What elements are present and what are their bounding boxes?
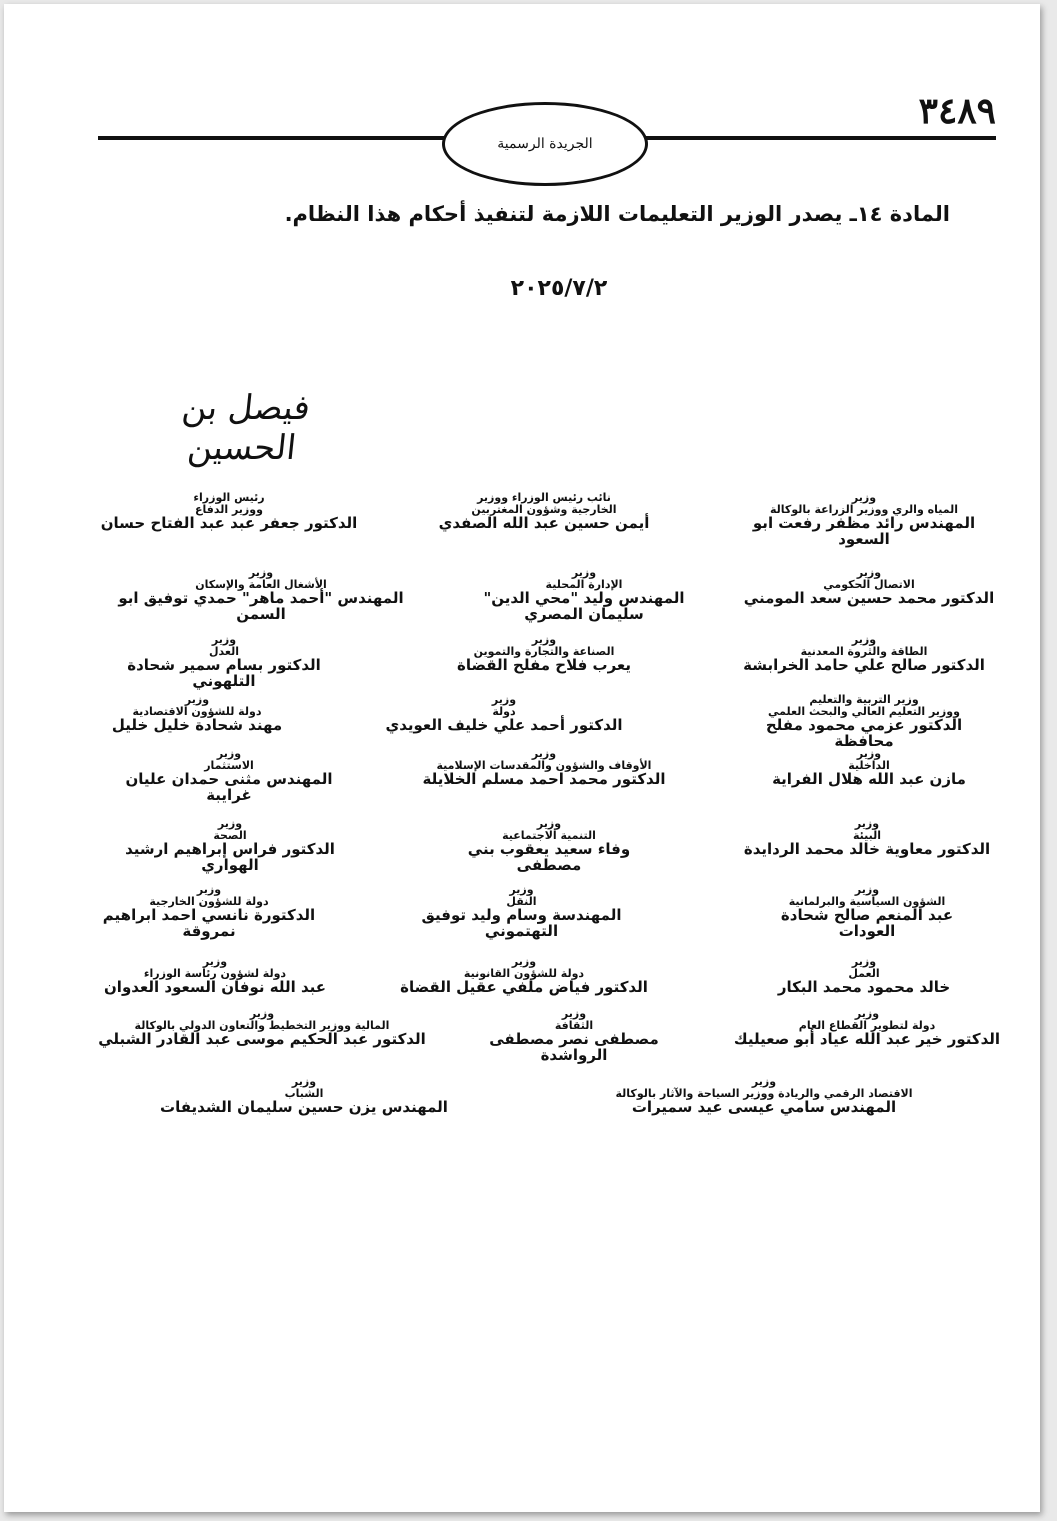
minister-block [734, 694, 994, 750]
minister-block [769, 748, 969, 788]
minister-block [732, 818, 1002, 858]
minister-block [459, 1008, 689, 1064]
minister-name: مازن عبد الله هلال الفراية [772, 770, 966, 789]
minister-title: وزير [854, 1007, 880, 1020]
minister-portfolio: الشباب [284, 1086, 324, 1100]
minister-name: الدكتور أحمد علي خليف العويدي [385, 716, 623, 735]
minister-block [92, 1008, 432, 1048]
minister-name: الدكتور محمد حسين سعد المومني [743, 589, 995, 608]
minister-name: مصطفى نصر مصطفى الرواشدة [489, 1030, 659, 1064]
minister-block [394, 956, 654, 996]
royal-signature: فيصل بن الحسين [180, 388, 313, 468]
minister-name: المهندس يزن حسين سليمان الشديفات [160, 1098, 448, 1117]
minister-title: وزير [851, 633, 877, 646]
minister-title: وزير [536, 817, 562, 830]
minister-block [374, 694, 634, 734]
gazette-title: الجريدة الرسمية [497, 136, 593, 152]
minister-name: المهندس مثنى حمدان عليان غرايبة [125, 770, 333, 804]
minister-name: المهندس "أحمد ماهر" حمدي توفيق ابو السمن [118, 589, 404, 623]
minister-name: الدكتور عبد الحكيم موسى عبد القادر الشبلي [98, 1030, 426, 1049]
minister-block [104, 748, 354, 804]
minister-portfolio: الطاقة والثروة المعدنية [800, 644, 928, 658]
decree-date: ٢٠٢٥/٧/٢ [510, 276, 608, 301]
minister-title: وزير [511, 955, 537, 968]
gazette-title-oval [442, 102, 648, 186]
minister-block [100, 818, 360, 874]
minister-portfolio: الاستثمار [204, 758, 254, 772]
minister-portfolio: الشؤون السياسية والبرلمانية [788, 894, 946, 908]
minister-title: وزير [202, 955, 228, 968]
minister-title: وزير [291, 1075, 317, 1088]
minister-title: رئيس الوزراء [193, 491, 265, 504]
minister-block [439, 818, 659, 874]
minister-portfolio: الداخلية [848, 758, 890, 772]
minister-title: وزير [751, 1075, 777, 1088]
minister-title: وزير [216, 747, 242, 760]
gazette-page [4, 4, 1040, 1512]
minister-title: نائب رئيس الوزراء ووزير [477, 491, 611, 504]
minister-portfolio: دولة للشؤون القانونية [463, 966, 585, 980]
minister-name: المهندسة وسام وليد توفيق التهتموني [421, 906, 622, 940]
minister-name: عبد المنعم صالح شحادة العودات [780, 906, 954, 940]
minister-portfolio: دولة لتطوير القطاع العام [798, 1018, 936, 1032]
minister-block [739, 567, 999, 607]
minister-portfolio: دولة لشؤون رئاسة الوزراء [143, 966, 287, 980]
minister-block [94, 634, 354, 690]
minister-name: يعرب فلاح مفلح القضاة [456, 656, 632, 675]
minister-portfolio: الخارجية وشؤون المغتربين [471, 502, 617, 516]
minister-title: وزير [561, 1007, 587, 1020]
minister-block [92, 694, 302, 734]
minister-title: وزير [571, 566, 597, 579]
minister-block [94, 884, 324, 940]
minister-block [594, 1076, 934, 1116]
minister-portfolio: ووزير الدفاع [195, 502, 263, 516]
minister-name: المهندس سامي عيسى عيد سميرات [631, 1098, 897, 1117]
minister-name: مهند شحادة خليل خليل [111, 716, 283, 735]
minister-title: وزير [509, 883, 534, 896]
minister-name: الدكتور عزمي محمود مفلح محافظة [765, 716, 963, 750]
minister-block [100, 956, 330, 996]
minister-name: الدكتور بسام سمير شحادة التلهوني [127, 656, 321, 690]
minister-portfolio: دولة للشؤون الاقتصادية [132, 704, 262, 718]
minister-block [729, 492, 999, 548]
minister-block [752, 884, 982, 940]
minister-portfolio: الإدارة المحلية [545, 577, 623, 591]
minister-name: خالد محمود محمد البكار [777, 978, 951, 997]
minister-portfolio: الصناعة والتجارة والتموين [473, 644, 615, 658]
minister-block [409, 748, 679, 788]
minister-portfolio: الثقافة [554, 1018, 594, 1032]
minister-title: وزير [217, 817, 243, 830]
minister-name: عبد الله نوفان السعود العدوان [104, 978, 326, 997]
minister-portfolio: العدل [208, 644, 239, 658]
minister-name: الدكتور جعفر عبد عبد الفتاح حسان [100, 514, 358, 533]
minister-block [439, 634, 649, 674]
minister-portfolio: المياه والري ووزير الزراعة بالوكالة [770, 502, 958, 516]
minister-title: وزير [211, 633, 237, 646]
minister-title: وزير [249, 1007, 275, 1020]
minister-title: وزير [491, 693, 517, 706]
minister-name: المهندس رائد مظفر رفعت ابو السعود [752, 514, 976, 548]
minister-name: الدكتور فراس إبراهيم ارشيد الهواري [125, 840, 335, 874]
minister-block [434, 492, 654, 532]
minister-name: الدكتور معاوية خالد محمد الردايدة [743, 840, 991, 859]
minister-name: أيمن حسين عبد الله الصفدي [438, 514, 650, 533]
minister-portfolio: الأوقاف والشؤون والمقدسات الإسلامية [436, 758, 652, 772]
minister-block [94, 492, 364, 532]
minister-block [389, 884, 654, 940]
minister-portfolio: البيئة [852, 828, 882, 842]
minister-block [96, 567, 426, 623]
minister-portfolio: الاتصال الحكومي [823, 577, 915, 591]
minister-name: الدكتور فياض ملفي عقيل القضاة [400, 978, 648, 997]
minister-title: وزير [854, 883, 880, 896]
article-text: المادة ١٤ـ يصدر الوزير التعليمات اللازمة لتنفيذ أحكام هذا النظام. [284, 202, 950, 226]
minister-portfolio: دولة للشؤون الخارجية [149, 894, 269, 908]
minister-block [459, 567, 709, 623]
minister-name: الدكتورة نانسي احمد ابراهيم نمروقة [102, 906, 316, 940]
minister-portfolio: الأشغال العامة والإسكان [195, 577, 327, 591]
minister-portfolio: الاقتصاد الرقمي والريادة ووزير السياحة والآثار بالوكالة [615, 1086, 913, 1100]
minister-title: وزير [248, 566, 274, 579]
page-number: ٣٤٨٩ [918, 90, 996, 132]
minister-name: المهندس وليد "محي الدين" سليمان المصري [483, 589, 685, 623]
minister-block [722, 1008, 1012, 1048]
minister-portfolio: المالية ووزير التخطيط والتعاون الدولي بالوكالة [134, 1018, 390, 1032]
minister-title: وزير التربية والتعليم [809, 693, 919, 706]
minister-title: وزير [196, 883, 222, 896]
minister-portfolio: التنمية الاجتماعية [502, 828, 596, 842]
minister-portfolio: ووزير التعليم العالي والبحث العلمي [768, 704, 960, 718]
minister-title: وزير [851, 955, 877, 968]
minister-name: وفاء سعيد يعقوب بني مصطفى [467, 840, 631, 874]
minister-name: الدكتور صالح علي حامد الخرابشة [743, 656, 985, 675]
minister-portfolio: الصحة [213, 828, 247, 842]
minister-portfolio: دولة [492, 704, 516, 718]
minister-block [734, 634, 994, 674]
minister-title: وزير [531, 747, 557, 760]
minister-portfolio: العمل [848, 966, 880, 980]
minister-title: وزير [531, 633, 557, 646]
minister-title: وزير [856, 747, 882, 760]
minister-title: وزير [854, 817, 880, 830]
minister-portfolio: النقل [506, 894, 537, 908]
minister-title: وزير [851, 491, 877, 504]
minister-block [764, 956, 964, 996]
minister-title: وزير [856, 566, 882, 579]
minister-block [159, 1076, 449, 1116]
minister-title: وزير [184, 693, 210, 706]
minister-name: الدكتور خير عبد الله عياد أبو صعيليك [733, 1030, 1001, 1049]
minister-name: الدكتور محمد احمد مسلم الخلايلة [422, 770, 666, 789]
